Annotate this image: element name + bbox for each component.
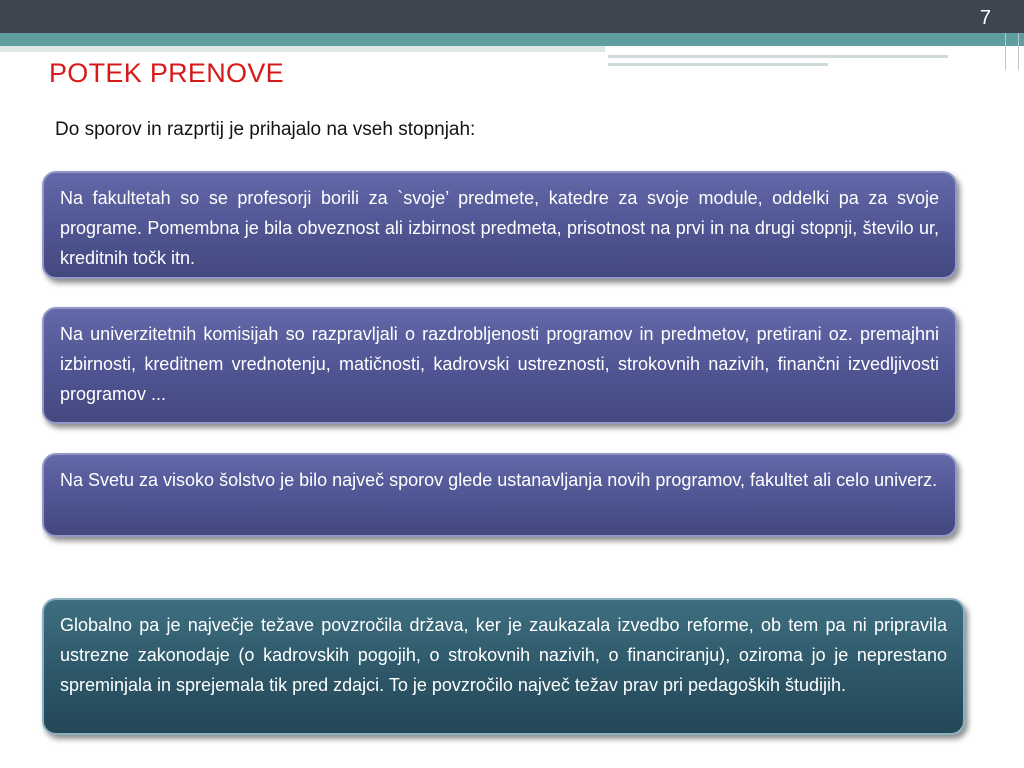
text-box-state: Globalno pa je največje težave povzročila država, ker je zaukazala izvedbo reforme, ob tem pa ni pripravila ustrezne zakonodaje (o kadrovskih pogojih, o strokovnih nazivih, o financiranju), oziroma jo je neprestano spreminjala in sprejemala tik pred zdajci. To je povzročilo največ težav prav pri pedagoških študijih.	[42, 598, 965, 735]
decorative-line	[608, 63, 828, 66]
header-bar	[0, 0, 1024, 33]
decorative-line	[608, 55, 948, 58]
intro-text: Do sporov in razprtij je prihajalo na vseh stopnjah:	[55, 119, 476, 140]
decorative-band	[0, 33, 1024, 46]
text-box-faculties: Na fakultetah so se profesorji borili za `svoje’ predmete, katedre za svoje module, oddelki pa za svoje programe. Pomembna je bila obveznost ali izbirnost predmeta, prisotnost na prvi in na drugi stopnji, število ur, kreditnih točk itn.	[42, 171, 957, 279]
decorative-stripe	[0, 46, 605, 52]
decorative-line	[1018, 33, 1019, 70]
page-number: 7	[979, 7, 991, 29]
text-box-higher-education-council: Na Svetu za visoko šolstvo je bilo največ sporov glede ustanavljanja novih programov, fakultet ali celo univerz.	[42, 453, 957, 537]
slide-title: POTEK PRENOVE	[49, 58, 284, 88]
decorative-line	[1005, 33, 1006, 70]
text-box-university-commissions: Na univerzitetnih komisijah so razpravljali o razdrobljenosti programov in predmetov, pretirani oz. premajhni izbirnosti, kreditnem vrednotenju, matičnosti, kadrovski ustreznosti, strokovnih nazivih, finančni izvedljivosti programov ...	[42, 307, 957, 424]
